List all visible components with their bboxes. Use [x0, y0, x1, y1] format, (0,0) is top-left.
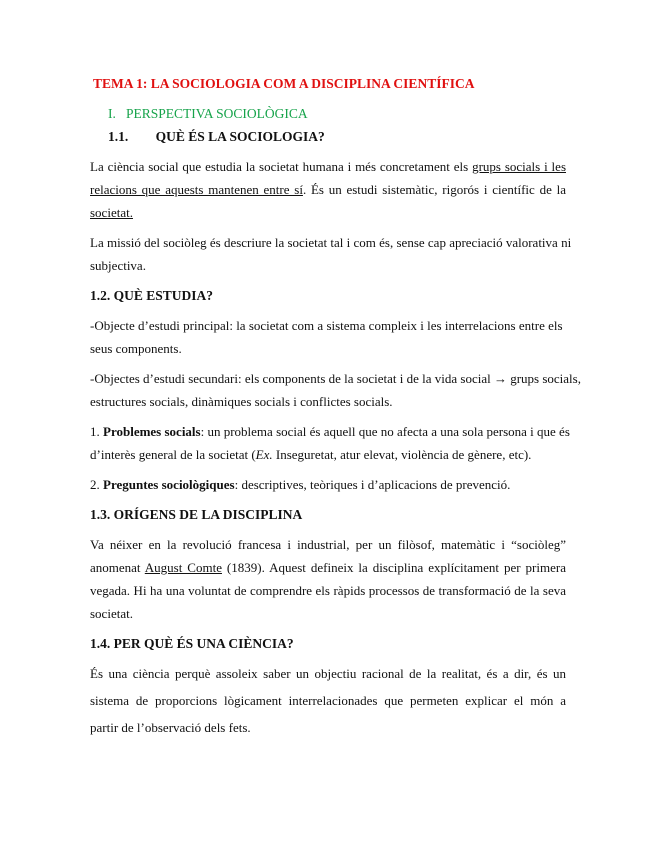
bold-term: Preguntes sociològiques: [103, 477, 235, 492]
p6-line-1: 2. Preguntes sociològiques: descriptives, teòriques i d’aplicacions de prevenció.: [90, 477, 511, 492]
heading-1-1-number: 1.1.: [108, 129, 129, 144]
underlined-phrase: grups socials i les: [472, 159, 566, 174]
p2-line-1: La missió del sociòleg és descriure la societat tal i com és, sense cap apreciació valorativa ni: [90, 235, 572, 250]
p7-line-4: societat.: [90, 606, 133, 621]
document-title: TEMA 1: LA SOCIOLOGIA COM A DISCIPLINA CIENTÍFICA: [93, 76, 475, 91]
heading-1-1-text: QUÈ ÉS LA SOCIOLOGIA?: [155, 129, 325, 144]
p5-line-1: 1. Problemes socials: un problema social és aquell que no afecta a una sola persona i que és: [90, 424, 570, 439]
p8-line-1: És una ciència perquè assoleix saber un objectiu racional de la realitat, és a dir, és un: [90, 666, 566, 681]
heading-1-1: [108, 129, 584, 145]
p7-line-2: anomenat August Comte (1839). Aquest defineix la disciplina explícitament per primera: [90, 560, 566, 575]
p3-line-1: -Objecte d’estudi principal: la societat com a sistema compleix i les interrelacions entre els: [90, 318, 563, 333]
p8-line-3: partir de l’observació dels fets.: [90, 720, 251, 735]
heading-1-4: 1.4. PER QUÈ ÉS UNA CIÈNCIA?: [90, 636, 294, 651]
heading-1-3: 1.3. ORÍGENS DE LA DISCIPLINA: [90, 507, 303, 522]
underlined-phrase: relacions que aquests mantenen entre sí: [90, 182, 303, 197]
p2-line-2: subjectiva.: [90, 258, 146, 273]
p4-line-1: -Objectes d’estudi secundari: els components de la societat i de la vida social → grups socials,: [90, 371, 581, 386]
p5-line-2: d’interès general de la societat (Ex. Inseguretat, atur elevat, violència de gènere, etc).: [90, 447, 532, 462]
p8-line-2: sistema de proporcions lògicament interrelacionades que permeten explicar el món a: [90, 693, 566, 708]
p1-line-2: relacions que aquests mantenen entre sí. És un estudi sistemàtic, rigorós i científic de la: [90, 182, 566, 197]
p1-line-1: La ciència social que estudia la societat humana i més concretament els grups socials i les: [90, 159, 566, 174]
p3-line-2: seus components.: [90, 341, 182, 356]
underlined-phrase: societat.: [90, 205, 133, 220]
italic-abbrev: Ex.: [255, 447, 273, 462]
section-heading: I. PERSPECTIVA SOCIOLÒGICA: [108, 106, 308, 121]
p7-line-1: Va néixer en la revolució francesa i industrial, per un filòsof, matemàtic i “sociòleg”: [90, 537, 566, 552]
p7-line-3: vegada. Hi ha una voluntat de comprendre els ràpids processos de transformació de la seva: [90, 583, 566, 598]
heading-1-2: 1.2. QUÈ ESTUDIA?: [90, 288, 214, 303]
underlined-name: August Comte: [144, 560, 222, 575]
p1-line-3: [90, 205, 566, 221]
p4-line-2: estructures socials, dinàmiques socials i conflictes socials.: [90, 394, 393, 409]
bold-term: Problemes socials: [103, 424, 201, 439]
